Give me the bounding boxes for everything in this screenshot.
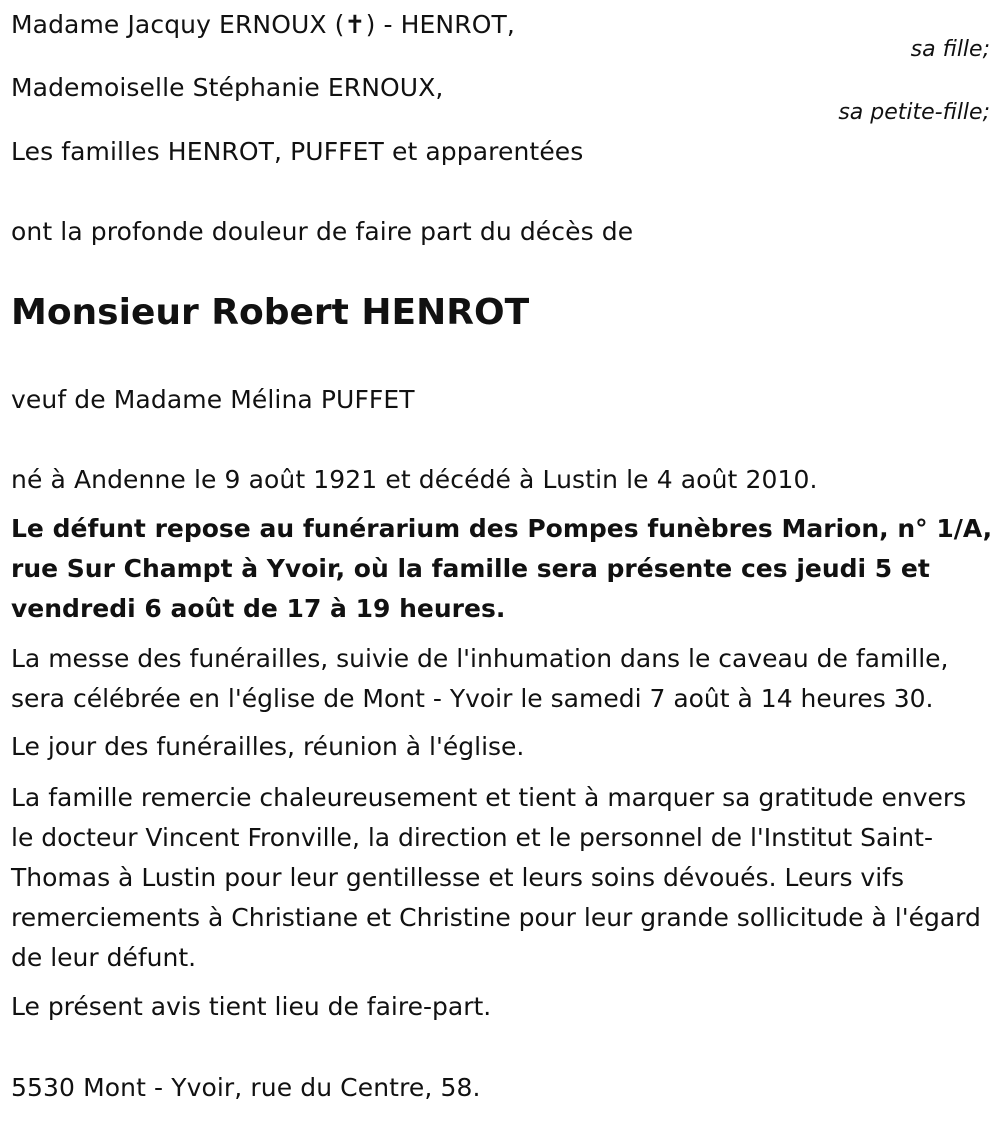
daughter-name: Madame Jacquy ERNOUX (✝) - HENROT, [11,10,515,39]
daughter-relation: sa fille; [910,37,990,62]
deceased-name: Monsieur Robert HENROT [11,292,530,333]
announcement-text: ont la profonde douleur de faire part du décès de [11,217,634,246]
funeral-mass-info: La messe des funérailles, suivie de l'inhumation dans le caveau de famille, sera célébrée en l'église de Mont - Yvoir le samedi 7 août à 14 heures 30. [11,644,949,713]
widower-of: veuf de Madame Mélina PUFFET [11,385,415,414]
church-meeting-info: Le jour des funérailles, réunion à l'église. [11,732,525,761]
other-families: Les familles HENROT, PUFFET et apparentées [11,137,584,166]
family-address: 5530 Mont - Yvoir, rue du Centre, 58. [11,1073,481,1102]
family-thanks: La famille remercie chaleureusement et tient à marquer sa gratitude envers le docteur Vincent Fronville, la direction et le personnel de l'Institut Saint-Thomas à Lustin pour leur gentillesse et leurs soins dévoués. Leurs vifs remerciements à Christiane et Christine pour leur grande sollicitude à l'égard de leur défunt. [11,783,981,972]
granddaughter-name: Mademoiselle Stéphanie ERNOUX, [11,73,444,102]
granddaughter-relation: sa petite-fille; [838,100,990,125]
birth-death-info: né à Andenne le 9 août 1921 et décédé à Lustin le 4 août 2010. [11,465,818,494]
funerarium-info: Le défunt repose au funérarium des Pompes funèbres Marion, n° 1/A, rue Sur Champt à Yvoir, où la famille sera présente ces jeudi 5 et vendredi 6 août de 17 à 19 heures. [11,514,993,623]
notice-statement: Le présent avis tient lieu de faire-part. [11,992,492,1021]
